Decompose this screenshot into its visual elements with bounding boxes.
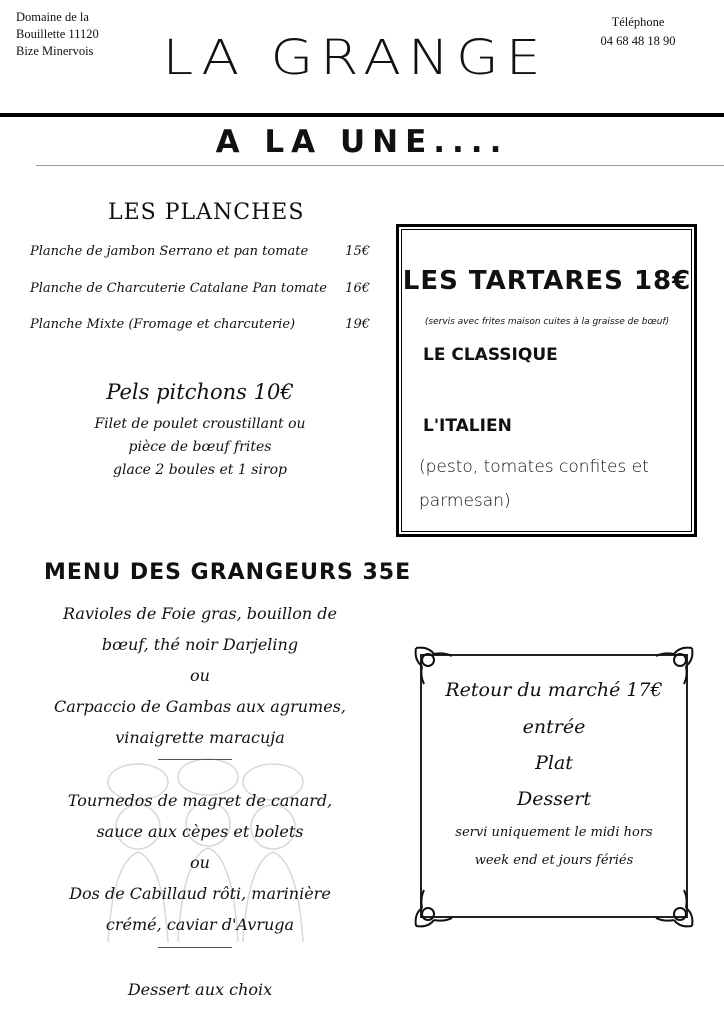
- phone-number: 04 68 48 18 90: [600, 34, 676, 48]
- market-menu-title: Retour du marché 17€: [445, 679, 663, 701]
- menu-line: Tournedos de magret de canard,: [67, 791, 333, 810]
- menu-line: ou: [190, 853, 210, 872]
- address-line-3: Bize Minervois: [16, 44, 94, 58]
- menu-line: Ravioles de Foie gras, bouillon de: [62, 604, 338, 623]
- menu-line: sauce aux cèpes et bolets: [96, 822, 304, 841]
- kids-menu-body: [60, 413, 340, 482]
- tartare-classique: LE CLASSIQUE: [423, 345, 558, 365]
- planche-item-name: Planche de Charcuterie Catalane Pan tomate: [30, 281, 327, 296]
- course-separator: [158, 759, 232, 760]
- address-line-1: Domaine de la: [16, 10, 89, 24]
- market-menu-course: Plat: [535, 752, 573, 774]
- tartares-note: (servis avec frites maison cuites à la graisse de bœuf): [424, 317, 670, 327]
- ornament-icon: [412, 886, 456, 930]
- menu-line: crémé, caviar d'Avruga: [105, 915, 295, 934]
- planche-item-price: 15€: [345, 244, 370, 259]
- menu-line: ou: [190, 666, 210, 685]
- page-subtitle: A LA UNE....: [215, 124, 509, 160]
- market-menu-course: Dessert: [517, 788, 591, 810]
- kids-menu-line: Filet de poulet croustillant ou: [94, 416, 306, 432]
- address-block: [16, 9, 99, 60]
- menu-line: Dos de Cabillaud rôti, marinière: [69, 884, 331, 903]
- restaurant-title: LA GRANGE: [162, 30, 548, 86]
- tartares-title: LES TARTARES 18€: [402, 266, 692, 296]
- tartare-italien-description: [419, 450, 681, 518]
- planche-item: [30, 244, 370, 259]
- menu-line: Carpaccio de Gambas aux agrumes,: [54, 697, 346, 716]
- phone-label: Téléphone: [611, 15, 665, 29]
- tartare-desc-line: parmesan): [419, 491, 511, 511]
- subtitle-divider: [36, 165, 724, 166]
- planche-item-price: 19€: [345, 317, 370, 332]
- market-menu-course: entrée: [522, 716, 586, 738]
- planche-item: [30, 281, 370, 296]
- tartare-desc-line: (pesto, tomates confites et: [419, 457, 649, 477]
- course-separator: [158, 947, 232, 948]
- market-menu-note: week end et jours fériés: [474, 853, 634, 868]
- tartare-italien: L'ITALIEN: [423, 416, 512, 436]
- ornament-icon: [652, 886, 696, 930]
- kids-menu-line: pièce de bœuf frites: [128, 439, 272, 455]
- planche-item-price: 16€: [345, 281, 370, 296]
- address-line-2: Bouillette 11120: [16, 27, 99, 41]
- menu-line: bœuf, thé noir Darjeling: [101, 635, 299, 654]
- planche-item-name: Planche de jambon Serrano et pan tomate: [30, 244, 309, 259]
- menu-line: vinaigrette maracuja: [115, 728, 285, 747]
- menu-line: Dessert aux choix: [127, 980, 273, 999]
- menu-title: MENU DES GRANGEURS 35E: [44, 560, 412, 585]
- phone-block: [588, 13, 688, 51]
- market-menu-note: servi uniquement le midi hors: [455, 825, 653, 840]
- header-divider: [0, 113, 724, 117]
- kids-menu-line: glace 2 boules et 1 sirop: [113, 462, 287, 478]
- planche-item-name: Planche Mixte (Fromage et charcuterie): [30, 317, 296, 332]
- planches-title: LES PLANCHES: [108, 200, 305, 225]
- kids-menu-title: Pels pitchons 10€: [106, 380, 294, 404]
- planche-item: [30, 317, 370, 332]
